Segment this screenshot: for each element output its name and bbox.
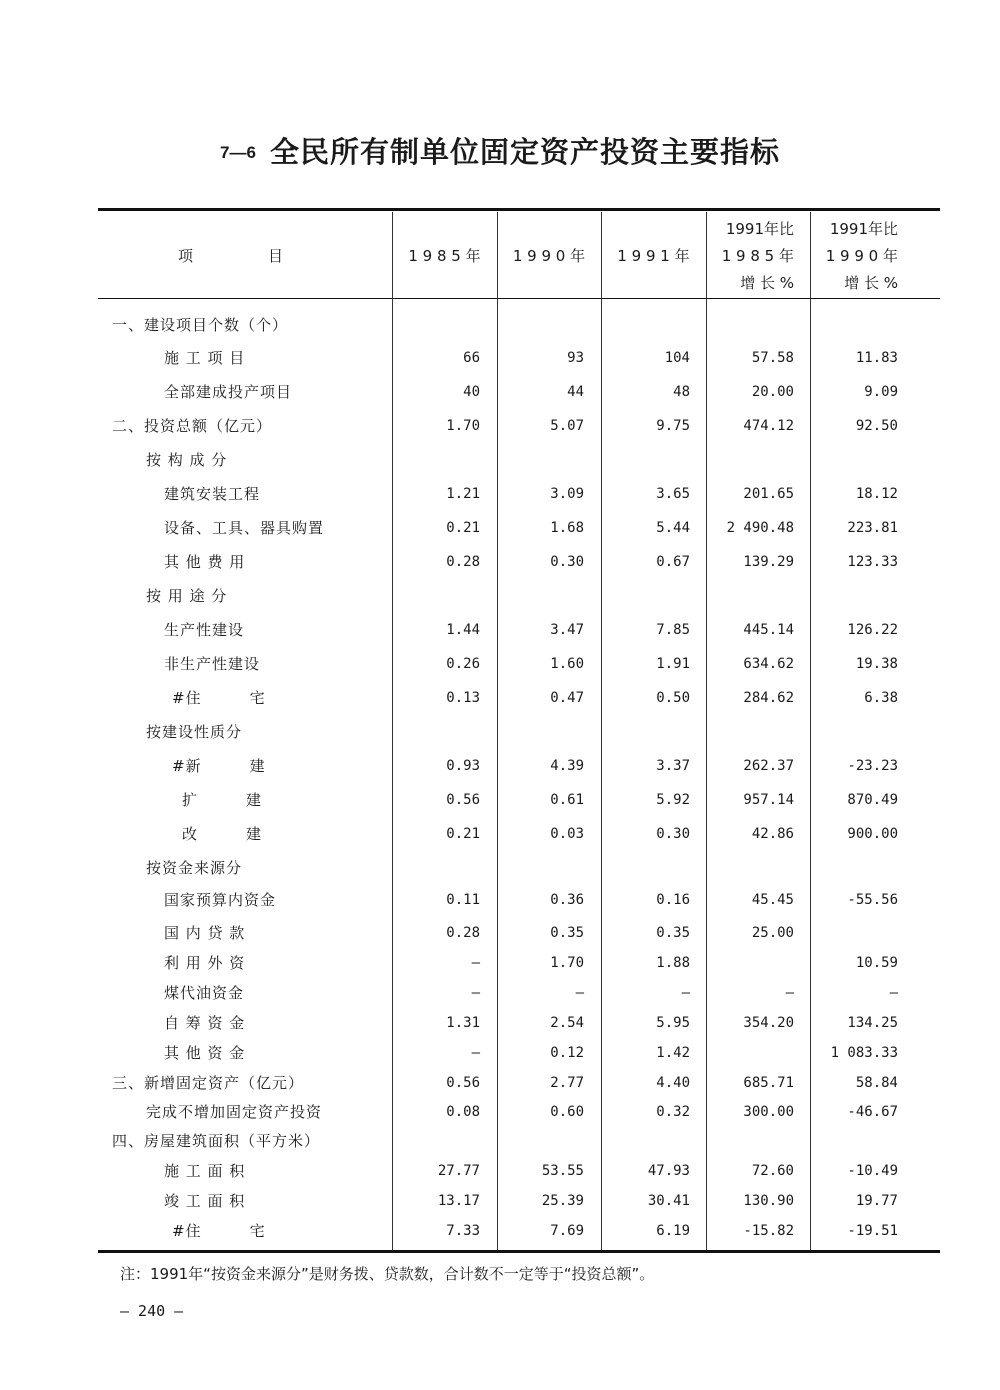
bottom-rule	[98, 1250, 940, 1253]
value-1985: 0.21	[446, 520, 480, 536]
growth-vs-1990: 18.12	[855, 486, 898, 502]
value-1985: —	[471, 1045, 480, 1061]
growth-vs-1985	[708, 310, 794, 340]
growth-vs-1990: -55.56	[847, 892, 898, 908]
value-1985	[392, 445, 480, 475]
growth-vs-1990: 19.38	[855, 656, 898, 672]
row-label: 国家预算内资金	[164, 891, 277, 909]
growth-vs-1990: -19.51	[847, 1223, 898, 1239]
growth-vs-1985: —	[785, 985, 794, 1001]
value-1991: 7.85	[656, 622, 690, 638]
value-1991	[602, 853, 690, 883]
value-1991	[602, 1126, 690, 1156]
value-1985: 1.44	[446, 622, 480, 638]
value-1991	[602, 581, 690, 611]
row-label: 国 内 贷 款	[164, 924, 246, 942]
value-1991: 0.50	[656, 690, 690, 706]
value-1985	[392, 310, 480, 340]
value-1991: —	[681, 985, 690, 1001]
header-growth-1985-line2: 1 9 8 5 年	[721, 247, 794, 265]
growth-vs-1985	[708, 1126, 794, 1156]
row-label: #住 宅	[172, 689, 266, 707]
value-1990: 4.39	[550, 758, 584, 774]
growth-vs-1985: 42.86	[751, 826, 794, 842]
value-1990: 0.61	[550, 792, 584, 808]
value-1990: 0.30	[550, 554, 584, 570]
growth-vs-1990: -46.67	[847, 1104, 898, 1120]
value-1985: 66	[463, 350, 480, 366]
growth-vs-1990: 11.83	[855, 350, 898, 366]
value-1985	[392, 853, 480, 883]
row-label: 其 他 费 用	[164, 553, 246, 571]
row-label: 三、新增固定资产（亿元）	[112, 1074, 305, 1092]
value-1985	[392, 581, 480, 611]
value-1991: 0.67	[656, 554, 690, 570]
row-label: 二、投资总额（亿元）	[112, 417, 273, 435]
value-1990	[498, 717, 584, 747]
row-label: #新 建	[172, 757, 266, 775]
value-1985: 0.56	[446, 1075, 480, 1091]
growth-vs-1990	[812, 717, 898, 747]
growth-vs-1985: 354.20	[743, 1015, 794, 1031]
row-label: 按建设性质分	[146, 723, 243, 741]
value-1985: 7.33	[446, 1223, 480, 1239]
row-label: 一、建设项目个数（个）	[112, 316, 289, 334]
value-1990: 93	[567, 350, 584, 366]
value-1990: 53.55	[541, 1163, 584, 1179]
value-1991	[602, 717, 690, 747]
row-label: 建筑安装工程	[164, 485, 261, 503]
value-1990: 7.69	[550, 1223, 584, 1239]
growth-vs-1985	[708, 1038, 794, 1068]
value-1990: 0.12	[550, 1045, 584, 1061]
growth-vs-1985: 25.00	[751, 925, 794, 941]
row-label: 设备、工具、器具购置	[164, 519, 325, 537]
growth-vs-1985	[708, 717, 794, 747]
growth-vs-1985: 72.60	[751, 1163, 794, 1179]
growth-vs-1985	[708, 445, 794, 475]
growth-vs-1990	[812, 445, 898, 475]
row-label: 竣 工 面 积	[164, 1192, 246, 1210]
value-1991: 5.92	[656, 792, 690, 808]
growth-vs-1985: 20.00	[751, 384, 794, 400]
growth-vs-1985: 957.14	[743, 792, 794, 808]
header-rule	[98, 298, 940, 299]
header-growth-1990-line3: 增 长 %	[844, 274, 898, 292]
value-1990: 2.54	[550, 1015, 584, 1031]
growth-vs-1990: 92.50	[855, 418, 898, 434]
growth-vs-1990	[812, 1126, 898, 1156]
value-1991: 104	[664, 350, 690, 366]
value-1991	[602, 445, 690, 475]
value-1991: 0.35	[656, 925, 690, 941]
growth-vs-1985	[708, 853, 794, 883]
value-1991: 30.41	[647, 1193, 690, 1209]
header-growth-1990-line1: 1991年比	[829, 220, 898, 238]
value-1990: 3.47	[550, 622, 584, 638]
value-1985: 1.21	[446, 486, 480, 502]
row-label: 施 工 项 目	[164, 349, 246, 367]
value-1990	[498, 581, 584, 611]
row-label: 按 用 途 分	[146, 587, 228, 605]
growth-vs-1990: 10.59	[855, 955, 898, 971]
value-1990: 0.03	[550, 826, 584, 842]
value-1991: 0.30	[656, 826, 690, 842]
row-label: 生产性建设	[164, 621, 245, 639]
growth-vs-1985	[708, 948, 794, 978]
row-label: 完成不增加固定资产投资	[146, 1103, 323, 1121]
growth-vs-1990: 1 083.33	[830, 1045, 898, 1061]
row-label: 改 建	[182, 825, 263, 843]
value-1985: 0.13	[446, 690, 480, 706]
header-1990: 1 9 9 0 年	[512, 247, 586, 265]
growth-vs-1990: 134.25	[847, 1015, 898, 1031]
value-1990: 3.09	[550, 486, 584, 502]
row-label: 按 构 成 分	[146, 451, 228, 469]
row-label: #住 宅	[172, 1222, 266, 1240]
growth-vs-1985: 474.12	[743, 418, 794, 434]
growth-vs-1990	[812, 310, 898, 340]
value-1990: —	[575, 985, 584, 1001]
value-1991: 1.91	[656, 656, 690, 672]
growth-vs-1985: 262.37	[743, 758, 794, 774]
growth-vs-1990: 126.22	[847, 622, 898, 638]
growth-vs-1990	[812, 918, 898, 948]
value-1990: 1.68	[550, 520, 584, 536]
growth-vs-1985: -15.82	[743, 1223, 794, 1239]
value-1985: —	[471, 985, 480, 1001]
growth-vs-1985: 57.58	[751, 350, 794, 366]
page-title	[0, 130, 1000, 171]
row-label: 施 工 面 积	[164, 1162, 246, 1180]
value-1991: 6.19	[656, 1223, 690, 1239]
row-label: 按资金来源分	[146, 859, 243, 877]
row-label: 利 用 外 资	[164, 954, 246, 972]
column-rule	[810, 212, 811, 1250]
value-1985: 40	[463, 384, 480, 400]
growth-vs-1985: 634.62	[743, 656, 794, 672]
value-1985	[392, 1126, 480, 1156]
value-1991: 3.65	[656, 486, 690, 502]
growth-vs-1985: 685.71	[743, 1075, 794, 1091]
header-1991: 1 9 9 1 年	[617, 247, 690, 265]
value-1985: 13.17	[437, 1193, 480, 1209]
growth-vs-1985: 139.29	[743, 554, 794, 570]
growth-vs-1990: 900.00	[847, 826, 898, 842]
row-label: 非生产性建设	[164, 655, 261, 673]
value-1990: 25.39	[541, 1193, 584, 1209]
growth-vs-1985: 45.45	[751, 892, 794, 908]
value-1990: 1.60	[550, 656, 584, 672]
growth-vs-1990: -10.49	[847, 1163, 898, 1179]
growth-vs-1990: 123.33	[847, 554, 898, 570]
value-1985: 0.26	[446, 656, 480, 672]
header-growth-1985-line3: 增 长 %	[740, 274, 794, 292]
value-1990: 1.70	[550, 955, 584, 971]
value-1985: 0.11	[446, 892, 480, 908]
growth-vs-1985: 130.90	[743, 1193, 794, 1209]
value-1985: 1.70	[446, 418, 480, 434]
value-1985: 27.77	[437, 1163, 480, 1179]
value-1991: 0.32	[656, 1104, 690, 1120]
growth-vs-1990: 6.38	[864, 690, 898, 706]
value-1985: 0.28	[446, 554, 480, 570]
growth-vs-1990	[812, 581, 898, 611]
column-rule	[706, 212, 707, 1250]
header-growth-1985-line1: 1991年比	[725, 220, 794, 238]
value-1991: 3.37	[656, 758, 690, 774]
value-1990: 0.47	[550, 690, 584, 706]
table-title: 全民所有制单位固定资产投资主要指标	[269, 135, 780, 169]
value-1991: 9.75	[656, 418, 690, 434]
value-1985: 0.56	[446, 792, 480, 808]
header-item: 项 目	[178, 247, 284, 265]
growth-vs-1990: 870.49	[847, 792, 898, 808]
value-1985: 0.21	[446, 826, 480, 842]
page-number: — 240 —	[120, 1302, 184, 1320]
value-1990	[498, 1126, 584, 1156]
row-label: 全部建成投产项目	[164, 383, 293, 401]
value-1991: 5.44	[656, 520, 690, 536]
row-label: 其 他 资 金	[164, 1044, 246, 1062]
top-rule	[98, 208, 940, 211]
value-1990	[498, 853, 584, 883]
growth-vs-1990: 223.81	[847, 520, 898, 536]
value-1990	[498, 445, 584, 475]
growth-vs-1990: 58.84	[855, 1075, 898, 1091]
growth-vs-1985: 300.00	[743, 1104, 794, 1120]
value-1990: 0.35	[550, 925, 584, 941]
value-1991: 5.95	[656, 1015, 690, 1031]
growth-vs-1985: 201.65	[743, 486, 794, 502]
row-label: 煤代油资金	[164, 984, 245, 1002]
growth-vs-1990: 9.09	[864, 384, 898, 400]
value-1991	[602, 310, 690, 340]
growth-vs-1990: -23.23	[847, 758, 898, 774]
value-1991: 1.42	[656, 1045, 690, 1061]
growth-vs-1985: 445.14	[743, 622, 794, 638]
value-1990	[498, 310, 584, 340]
value-1990: 2.77	[550, 1075, 584, 1091]
value-1985: 0.28	[446, 925, 480, 941]
header-1985: 1 9 8 5 年	[408, 247, 481, 265]
value-1985: 0.08	[446, 1104, 480, 1120]
growth-vs-1985: 2 490.48	[726, 520, 794, 536]
row-label: 扩 建	[182, 791, 263, 809]
growth-vs-1990	[812, 853, 898, 883]
value-1985	[392, 717, 480, 747]
value-1985: 1.31	[446, 1015, 480, 1031]
growth-vs-1985: 284.62	[743, 690, 794, 706]
value-1985: 0.93	[446, 758, 480, 774]
value-1990: 0.60	[550, 1104, 584, 1120]
value-1991: 4.40	[656, 1075, 690, 1091]
row-label: 四、房屋建筑面积（平方米）	[112, 1132, 321, 1150]
value-1991: 47.93	[647, 1163, 690, 1179]
footnote: 注：1991年“按资金来源分”是财务拨、贷款数，合计数不一定等于“投资总额”。	[120, 1265, 655, 1283]
value-1990: 44	[567, 384, 584, 400]
table-number: 7—6	[220, 143, 256, 162]
value-1990: 5.07	[550, 418, 584, 434]
value-1991: 1.88	[656, 955, 690, 971]
value-1990: 0.36	[550, 892, 584, 908]
row-label: 自 筹 资 金	[164, 1014, 246, 1032]
value-1991: 0.16	[656, 892, 690, 908]
value-1985: —	[471, 955, 480, 971]
growth-vs-1985	[708, 581, 794, 611]
growth-vs-1990: —	[889, 985, 898, 1001]
value-1991: 48	[673, 384, 690, 400]
header-growth-1990-line2: 1 9 9 0 年	[825, 247, 898, 265]
growth-vs-1990: 19.77	[855, 1193, 898, 1209]
